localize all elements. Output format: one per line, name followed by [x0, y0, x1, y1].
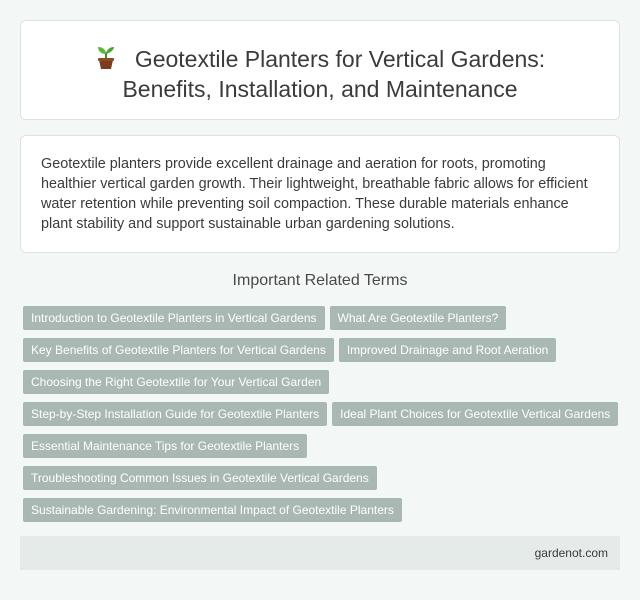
intro-line: water retention while preventing soil compaction. These durable materials enhance: [41, 196, 569, 212]
related-term-tag[interactable]: Choosing the Right Geotextile for Your Vertical Garden: [23, 370, 329, 394]
footer-site-link[interactable]: gardenot.com: [534, 546, 608, 560]
related-term-tag[interactable]: Introduction to Geotextile Planters in Vertical Gardens: [23, 306, 325, 330]
page-title-line2: Benefits, Installation, and Maintenance: [122, 76, 518, 102]
sprout-icon: [95, 46, 117, 70]
related-terms-heading: Important Related Terms: [232, 272, 408, 289]
related-term-tag[interactable]: Ideal Plant Choices for Geotextile Vertical Gardens: [332, 402, 618, 426]
related-term-tag[interactable]: Essential Maintenance Tips for Geotextile Planters: [23, 434, 307, 458]
related-terms-list: [23, 306, 623, 530]
page-title-line1: Geotextile Planters for Vertical Gardens:: [134, 46, 546, 72]
intro-paragraph: [21, 136, 619, 234]
intro-line: plant stability and support sustainable urban gardening solutions.: [41, 216, 455, 232]
related-term-tag[interactable]: What Are Geotextile Planters?: [330, 306, 507, 330]
footer: [20, 536, 620, 570]
intro-line: Geotextile planters provide excellent drainage and aeration for roots, promoting: [41, 156, 546, 172]
intro-card: [20, 135, 620, 253]
related-term-tag[interactable]: Troubleshooting Common Issues in Geotextile Vertical Gardens: [23, 466, 377, 490]
intro-line: healthier vertical garden growth. Their lightweight, breathable fabric allows for efficient: [41, 176, 588, 192]
title-card: [20, 20, 620, 120]
related-term-tag[interactable]: Step-by-Step Installation Guide for Geotextile Planters: [23, 402, 327, 426]
related-term-tag[interactable]: Sustainable Gardening: Environmental Impact of Geotextile Planters: [23, 498, 402, 522]
related-term-tag[interactable]: Key Benefits of Geotextile Planters for Vertical Gardens: [23, 338, 334, 362]
related-term-tag[interactable]: Improved Drainage and Root Aeration: [339, 338, 556, 362]
